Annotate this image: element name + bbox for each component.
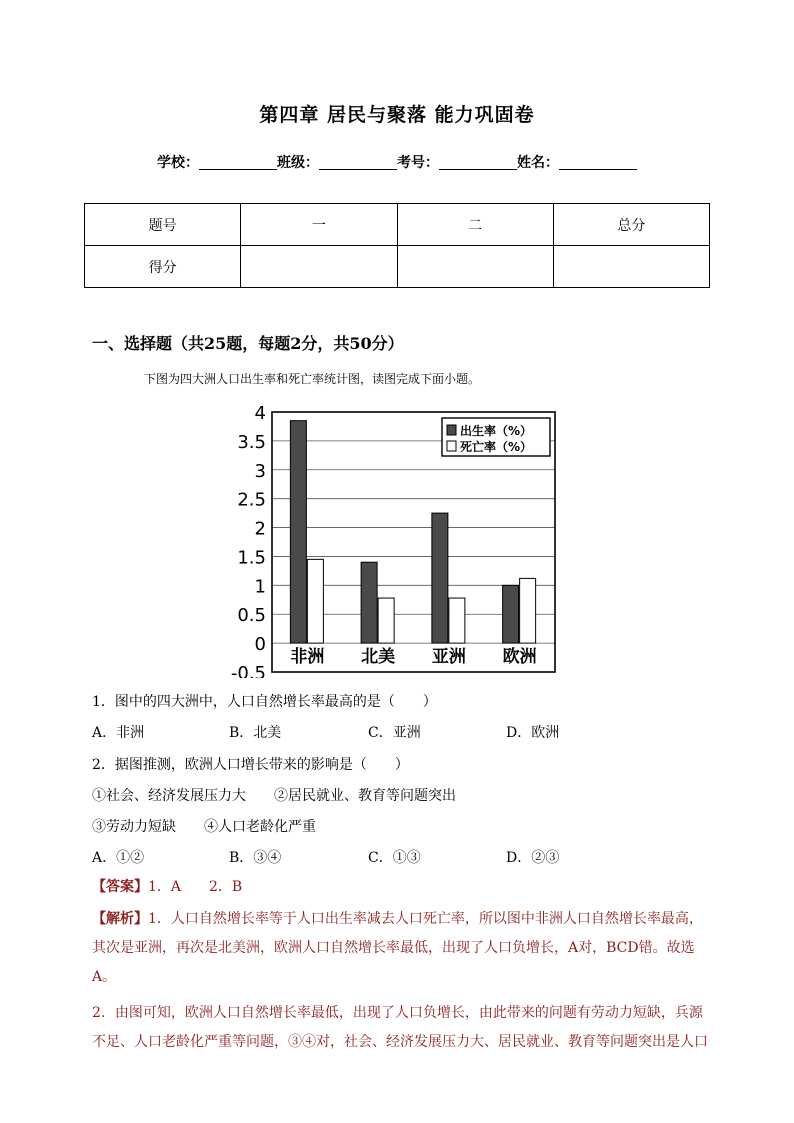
q2-option-c[interactable]: C．①③: [368, 850, 421, 866]
bar-birth: [361, 562, 377, 643]
bar-birth: [432, 513, 448, 643]
y-tick-label: 3.5: [237, 431, 266, 453]
q1-option-c[interactable]: C．亚洲: [368, 725, 421, 741]
y-tick-label: 0.5: [237, 605, 266, 627]
y-tick-label: 4: [254, 403, 266, 424]
name-label: 姓名：: [517, 155, 559, 171]
analysis-p2: 2．由图可知，欧洲人口自然增长率最低，出现了人口负增长，由此带来的问题有劳动力短缺，兵源不足、人口老龄化严重等问题，③④对，社会、经济发展压力大、居民就业、教育等问题突出是人口: [92, 1005, 708, 1050]
legend-label: 出生率（%）: [460, 424, 533, 438]
score-table: [84, 203, 710, 288]
y-tick-label: 1.5: [237, 547, 266, 569]
score-cell[interactable]: [553, 246, 709, 288]
legend-swatch: [447, 425, 456, 435]
analysis-p1: [92, 905, 710, 992]
exam-no-blank[interactable]: [439, 155, 517, 170]
score-cell[interactable]: [241, 246, 397, 288]
chart-caption: 下图为四大洲人口出生率和死亡率统计图，读图完成下面小题。: [144, 372, 481, 386]
legend-swatch: [447, 441, 456, 451]
y-tick-label: 2.5: [237, 489, 266, 511]
y-tick-label: 2: [254, 518, 266, 540]
score-cell[interactable]: [397, 246, 553, 288]
class-label: 班级：: [277, 155, 319, 171]
exam-no-label: 考号：: [397, 155, 439, 171]
student-info-line: [0, 152, 794, 172]
score-header-cell: 二: [397, 204, 553, 246]
question-2-statements-1: ①社会、经济发展压力大 ②居民就业、教育等问题突出: [92, 788, 456, 804]
school-blank[interactable]: [199, 155, 277, 170]
page-title: 第四章 居民与聚落 能力巩固卷: [259, 104, 535, 126]
x-category-label: 欧洲: [502, 647, 537, 667]
score-row-label: 得分: [85, 246, 241, 288]
question-1-options: [0, 722, 794, 742]
x-category-label: 北美: [361, 647, 396, 667]
class-blank[interactable]: [319, 155, 397, 170]
q1-option-b[interactable]: B．北美: [229, 725, 282, 741]
q2-option-b[interactable]: B．③④: [229, 850, 282, 866]
answer-text: 1．A 2．B: [148, 879, 243, 895]
answer-line: [92, 873, 710, 902]
y-tick-label: 3: [254, 460, 266, 482]
q2-option-a[interactable]: A．①②: [92, 850, 145, 866]
score-table-score-row: [85, 246, 710, 288]
q2-option-d[interactable]: D．②③: [506, 850, 560, 866]
q1-option-d[interactable]: D．欧洲: [506, 725, 560, 741]
y-tick-label: -0.5: [230, 663, 266, 678]
x-category-label: 非洲: [290, 647, 325, 667]
question-2-statements-2: ③劳动力短缺 ④人口老龄化严重: [92, 819, 316, 835]
school-label: 学校：: [157, 155, 199, 171]
question-2-options: [0, 847, 794, 867]
y-tick-label: 1: [254, 576, 266, 598]
score-header-cell: 总分: [553, 204, 709, 246]
question-2-stem: 2．据图推测，欧洲人口增长带来的影响是（ ）: [92, 757, 409, 773]
answer-label: 【答案】: [92, 879, 148, 895]
x-category-label: 亚洲: [431, 647, 466, 667]
bar-death: [307, 559, 323, 643]
q1-option-a[interactable]: A．非洲: [92, 725, 145, 741]
bar-birth: [503, 585, 519, 643]
bar-birth: [290, 421, 306, 643]
score-header-cell: 一: [241, 204, 397, 246]
y-tick-label: 0: [254, 634, 266, 656]
bar-death: [449, 598, 465, 643]
question-1-stem: 1．图中的四大洲中，人口自然增长率最高的是（ ）: [92, 694, 437, 710]
bar-death: [520, 578, 536, 643]
legend-label: 死亡率（%）: [460, 440, 533, 454]
bar-death: [378, 598, 394, 643]
score-table-header-row: [85, 204, 710, 246]
analysis-text-1: 1．人口自然增长率等于人口出生率减去人口死亡率，所以图中非洲人口自然增长率最高，其次是亚洲，再次是北美洲，欧洲人口自然增长率最低，出现了人口负增长，A对，BCD错。故选A。: [92, 911, 703, 985]
name-blank[interactable]: [559, 155, 637, 170]
analysis-label: 【解析】: [92, 911, 148, 927]
birth-death-rate-chart: [230, 400, 560, 678]
score-header-cell: 题号: [85, 204, 241, 246]
section-heading: 一、选择题（共25题，每题2分，共50分）: [92, 334, 404, 353]
